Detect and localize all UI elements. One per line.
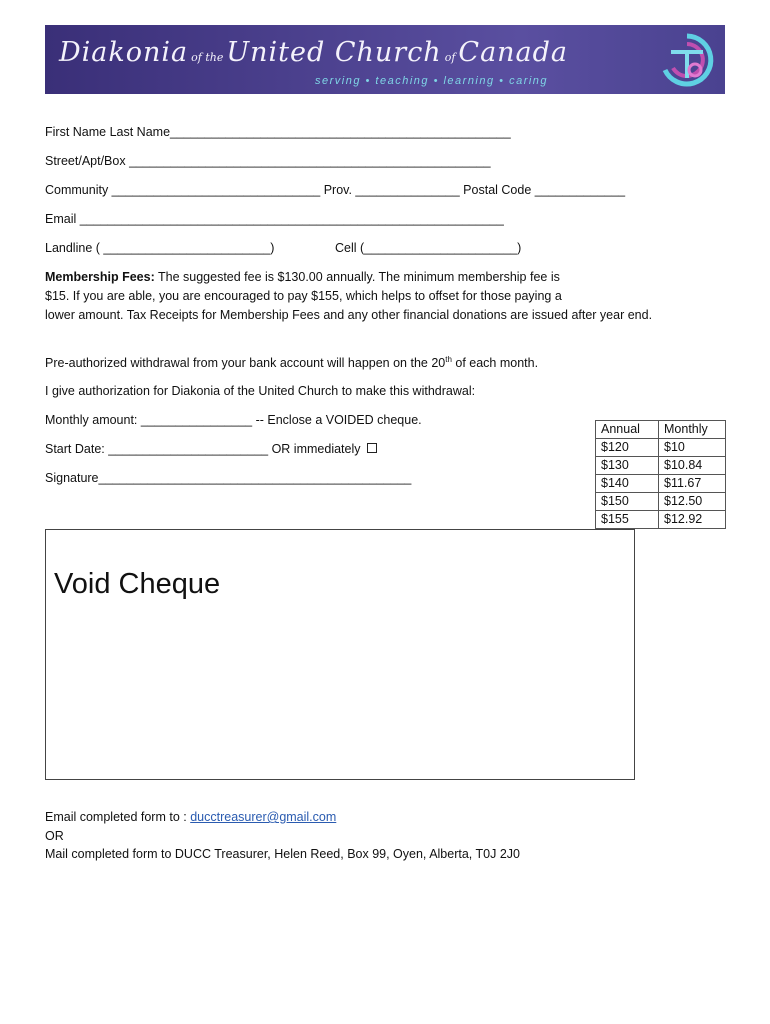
- table-header-row: [596, 421, 726, 439]
- start-date-field[interactable]: Start Date: _______________________ OR immediately: [45, 442, 361, 456]
- table-row: [596, 511, 726, 529]
- banner-word-of-the: of the: [191, 51, 224, 64]
- monthly-cell: $12.50: [659, 493, 726, 511]
- table-row: [596, 475, 726, 493]
- withdrawal-sup: th: [445, 355, 452, 364]
- mail-instruction: Mail completed form to DUCC Treasurer, Helen Reed, Box 99, Oyen, Alberta, T0J 2J0: [45, 847, 520, 861]
- banner-word-diakonia: Diakonia: [59, 37, 189, 68]
- annual-cell: $155: [596, 511, 659, 529]
- banner-word-church: Church: [334, 37, 442, 68]
- header-annual: Annual: [596, 421, 659, 439]
- immediately-checkbox[interactable]: [367, 443, 377, 453]
- annual-cell: $120: [596, 439, 659, 457]
- email-instruction-text: Email completed form to :: [45, 810, 191, 824]
- header-monthly: Monthly: [659, 421, 726, 439]
- email-field[interactable]: Email _____________________________________________________________: [45, 212, 504, 226]
- banner-tagline: serving • teaching • learning • caring: [315, 75, 549, 87]
- banner-word-canada: Canada: [458, 37, 569, 68]
- fees-text-2: $15. If you are able, you are encouraged to pay $155, which helps to offset for those paying a: [45, 289, 562, 303]
- email-instruction: [45, 810, 336, 824]
- void-cheque-box: [45, 529, 635, 780]
- street-field[interactable]: Street/Apt/Box ____________________________________________________: [45, 154, 491, 168]
- fee-rates-table: [595, 420, 726, 529]
- table-row: [596, 457, 726, 475]
- community-prov-postal-fields[interactable]: Community ______________________________ Prov. _______________ Postal Code _____________: [45, 183, 626, 197]
- swirl-logo-icon: [657, 30, 717, 90]
- annual-cell: $150: [596, 493, 659, 511]
- monthly-cell: $12.92: [659, 511, 726, 529]
- monthly-cell: $10.84: [659, 457, 726, 475]
- start-date-row: [45, 442, 377, 456]
- banner-title: [59, 37, 568, 68]
- or-text: OR: [45, 829, 64, 843]
- monthly-cell: $11.67: [659, 475, 726, 493]
- table-row: [596, 439, 726, 457]
- banner-word-united: United: [226, 37, 326, 68]
- monthly-cell: $10: [659, 439, 726, 457]
- banner-word-of: of: [444, 51, 456, 64]
- treasurer-email-link[interactable]: ducctreasurer@gmail.com: [190, 810, 337, 824]
- fees-heading: Membership Fees:: [45, 270, 155, 284]
- landline-field[interactable]: Landline ( ________________________): [45, 241, 275, 255]
- signature-field[interactable]: Signature_____________________________________________: [45, 471, 412, 485]
- fees-text-3: lower amount. Tax Receipts for Membership Fees and any other financial donations are issued after year end.: [45, 308, 653, 322]
- annual-cell: $130: [596, 457, 659, 475]
- withdrawal-text: Pre-authorized withdrawal from your bank account will happen on the 20: [45, 356, 446, 371]
- void-cheque-label: Void Cheque: [54, 568, 221, 600]
- fees-text-1: The suggested fee is $130.00 annually. The minimum membership fee is: [154, 270, 560, 284]
- cell-field[interactable]: Cell (______________________): [335, 241, 522, 255]
- header-banner: [45, 25, 725, 94]
- table-row: [596, 493, 726, 511]
- monthly-amount-field[interactable]: Monthly amount: ________________ -- Enclose a VOIDED cheque.: [45, 413, 422, 427]
- annual-cell: $140: [596, 475, 659, 493]
- authorization-text: I give authorization for Diakonia of the United Church to make this withdrawal:: [45, 384, 476, 398]
- withdrawal-text-end: of each month.: [451, 356, 539, 371]
- name-field[interactable]: First Name Last Name_________________________________________________: [45, 125, 511, 139]
- withdrawal-date-text: [45, 355, 538, 370]
- membership-fees-paragraph: [45, 268, 675, 325]
